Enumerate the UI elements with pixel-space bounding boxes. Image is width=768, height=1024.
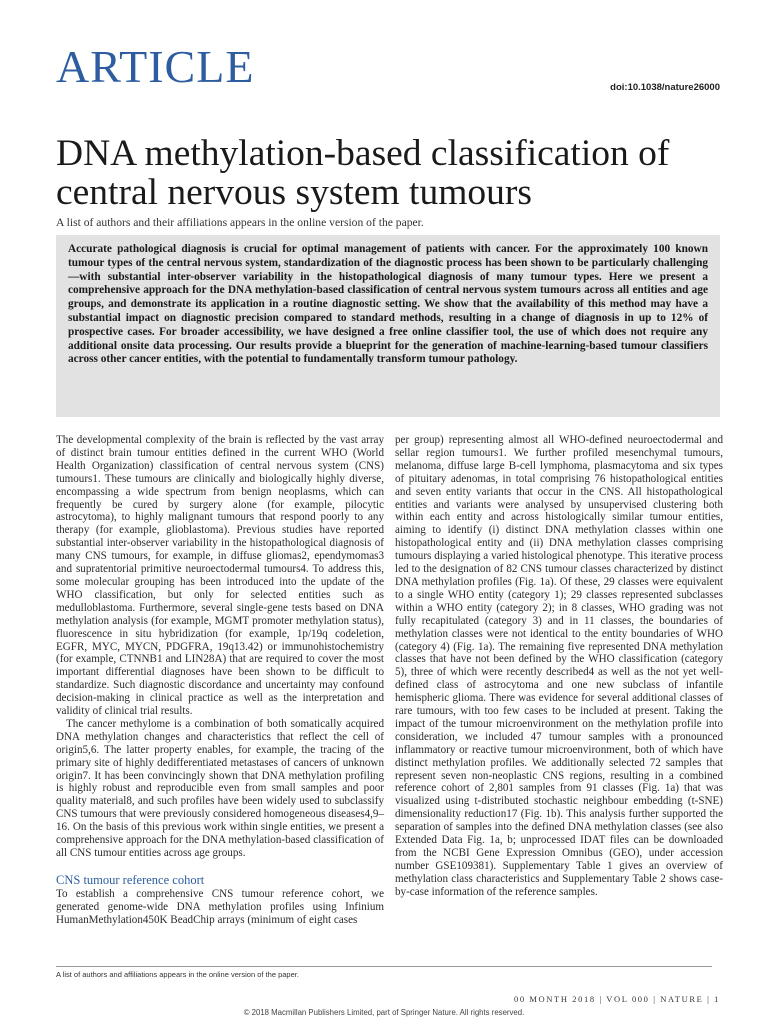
- section-heading: CNS tumour reference cohort: [56, 872, 205, 887]
- footnote: A list of authors and affiliations appears in the online version of the paper.: [56, 970, 299, 979]
- abstract-box: [56, 235, 720, 417]
- authors-note: A list of authors and their affiliations appears in the online version of the paper.: [56, 216, 424, 229]
- doi-link[interactable]: doi:10.1038/nature26000: [610, 82, 720, 93]
- article-kicker: ARTICLE: [56, 41, 255, 92]
- body-column-right: [395, 434, 723, 899]
- article-title: DNA methylation-based classification of central nervous system tumours: [56, 133, 670, 213]
- footnote-divider: [56, 966, 712, 967]
- body-paragraph: The developmental complexity of the brain is reflected by the vast array of distinct brain tumour entities defined in the current WHO (World Health Organization) classification of central nervous system (CNS) tumours1. These tumours are clinically and biologically highly diverse, encompassing a wide spectrum from benign neoplasms, which can frequently be cured by surgery alone (for example, pilocytic astrocytoma), to highly malignant tumours that respond poorly to any therapy (for example, glioblastoma). Previous studies have reported substantial inter-observer variability in the histopathological diagnosis of many CNS tumours, for example, in diffuse gliomas2, ependymomas3 and supratentorial primitive neuroectodermal tumours4. To address this, some molecular grouping has been introduced into the update of the WHO classification, but only for selected entities such as medulloblastoma. Furthermore, several single-gene tests based on DNA methylation analysis (for example, MGMT promoter methylation status), fluorescence in situ hybridization (for example, 1p/19q codeletion, EGFR, MYC, MYCN, PDGFRA, 19q13.42) or immunohistochemistry (for example, CTNNB1 and LIN28A) that are required to cover the most important differential diagnoses have been shown to be difficult to standardize. Such diagnostic discordance and uncertainty may confound decision-making in clinical practice as well as the interpretation and validity of clinical trial results.: [56, 434, 384, 718]
- abstract-text: Accurate pathological diagnosis is crucial for optimal management of patients with cancer. For the approximately 100 known tumour types of the central nervous system, standardization of the diagnostic process has been shown to be particularly challenging—with substantial inter-observer variability in the histopathological diagnosis of many tumour types. Here we present a comprehensive approach for the DNA methylation-based classification of central nervous system tumours across all entities and age groups, and demonstrate its application in a routine diagnostic setting. We show that the availability of this method may have a substantial impact on diagnostic precision compared to standard methods, resulting in a change of diagnosis in up to 12% of prospective cases. For broader accessibility, we have designed a free online classifier tool, the use of which does not require any additional onsite data processing. Our results provide a blueprint for the generation of machine-learning-based tumour classifiers across other cancer entities, with the potential to fundamentally transform tumour pathology.: [68, 243, 708, 366]
- body-paragraph: per group) representing almost all WHO-defined neuroectodermal and sellar region tumours1. We further profiled mesenchymal tumours, melanoma, diffuse large B-cell lymphoma, plasmacytoma and six types of pituitary adenomas, in total comprising 76 histopathological entities and seven entity variants that occur in the CNS. All histopathological entities and variants were analysed by unsupervised clustering both within each entity and across histologically similar tumour entities, aiming to identify (i) distinct DNA methylation classes within one histopathological entity and (ii) DNA methylation classes comprising tumours displaying a varied histological phenotype. This iterative process led to the designation of 82 CNS tumour classes characterized by distinct DNA methylation profiles (Fig. 1a). Of these, 29 classes were equivalent to a single WHO entity (category 1); 29 classes represented subclasses within a WHO entity (category 2); in 8 classes, WHO grading was not fully recapitulated (category 3) and in 11 classes, the boundaries of methylation classes were not identical to the entity boundaries of WHO (category 4) (Fig. 1a). The remaining five represented DNA methylation classes that have not been defined by the WHO classification (category 5), three of which were recently described4 as well as the not yet well-defined class of astrocytoma and one new subclass of infantile hemispheric glioma. There was evidence for several additional classes of rare tumours, with too few cases to be included at present. Taking the impact of the tumour microenvironment on the methylation profile into consideration, we included 47 tumour samples with a pronounced inflammatory or reactive tumour microenvironment, both of which have distinct methylation profiles. We additionally selected 72 samples that represent seven non-neoplastic CNS regions, resulting in a combined reference cohort of 2,801 samples from 91 classes (Fig. 1a) that was visualized using t-distributed stochastic neighbour embedding (t-SNE) dimensionality reduction17 (Fig. 1b). This analysis further supported the separation of samples into the defined DNA methylation classes (see also Extended Data Fig. 1a, b; unprocessed IDAT files can be downloaded from the NCBI Gene Expression Omnibus (GEO), under accession number GSE109381). Supplementary Table 1 gives an overview of methylation class characteristics and Supplementary Table 2 shows case-by-case information of the reference samples.: [395, 434, 723, 898]
- body-paragraph: To establish a comprehensive CNS tumour reference cohort, we generated genome-wide DNA methylation profiles using Infinium HumanMethylation450K BeadChip arrays (minimum of eight cases: [56, 887, 384, 926]
- page-info: 00 MONTH 2018 | VOL 000 | NATURE | 1: [513, 994, 720, 1004]
- body-column-left: [56, 434, 384, 927]
- body-paragraph: The cancer methylome is a combination of both somatically acquired DNA methylation changes and characteristics that reflect the cell of origin5,6. The latter property enables, for example, the tracing of the primary site of highly dedifferentiated metastases of cancers of unknown origin7. It has been convincingly shown that DNA methylation profiling is highly robust and reproducible even from small samples and poor quality material8, and such profiles have been widely used to subclassify CNS tumours that were previously considered homogeneous diseases4,9–16. On the basis of this previous work within single entities, we present a comprehensive approach for the DNA methylation-based classification of all CNS tumour entities across age groups.: [56, 717, 384, 859]
- copyright-notice: © 2018 Macmillan Publishers Limited, part of Springer Nature. All rights reserved.: [243, 1008, 525, 1017]
